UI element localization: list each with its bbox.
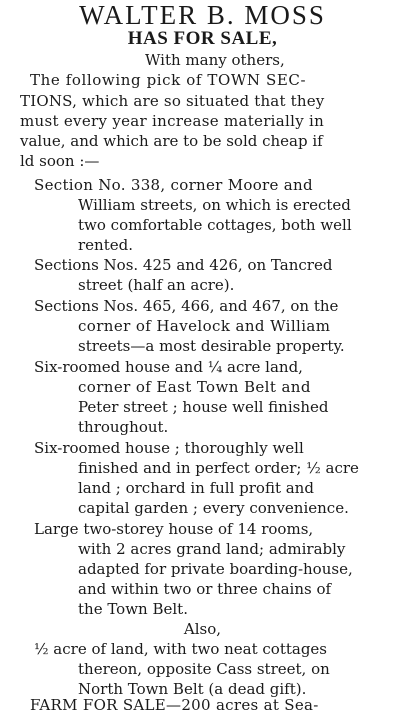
- listing-line: two comfortable cottages, both well: [78, 216, 352, 234]
- listing-line: Large two-storey house of 14 rooms,: [34, 520, 314, 538]
- listing-line: Sections Nos. 465, 466, and 467, on the: [34, 297, 339, 315]
- listing-line: North Town Belt (a dead gift).: [78, 680, 307, 698]
- listing-line: William streets, on which is erected: [78, 196, 351, 214]
- intro-line: TIONS, which are so situated that they: [20, 92, 325, 110]
- farm-for-sale-line: FARM FOR SALE—200 acres at Sea-: [30, 696, 319, 710]
- listing-line: Section No. 338, corner Moore and: [34, 176, 313, 194]
- intro-line: The following pick of TOWN SEC-: [30, 71, 307, 89]
- listing-line: throughout.: [78, 418, 169, 436]
- listing-line: the Town Belt.: [78, 600, 188, 618]
- listing-line: finished and in perfect order; ½ acre: [78, 459, 359, 477]
- listing-line: thereon, opposite Cass street, on: [78, 660, 330, 678]
- listing-line: and within two or three chains of: [78, 580, 332, 598]
- listing-line: streets—a most desirable property.: [78, 337, 345, 355]
- listing-line: Sections Nos. 425 and 426, on Tancred: [34, 256, 333, 274]
- listing-line: corner of Havelock and William: [78, 317, 331, 335]
- intro-line: With many others,: [145, 51, 285, 69]
- listing-line: with 2 acres grand land; admirably: [78, 540, 346, 558]
- listing-line: street (half an acre).: [78, 276, 235, 294]
- listing-line: ½ acre of land, with two neat cottages: [34, 640, 327, 658]
- ad-subtitle: HAS FOR SALE,: [127, 28, 278, 49]
- listing-line: Peter street ; house well finished: [78, 398, 329, 416]
- intro-line: value, and which are to be sold cheap if: [20, 132, 323, 150]
- also-heading: Also,: [183, 620, 222, 638]
- listing-line: adapted for private boarding-house,: [78, 560, 353, 578]
- listing-line: capital garden ; every convenience.: [78, 499, 349, 517]
- intro-line: must every year increase materially in: [20, 112, 325, 130]
- listing-line: land ; orchard in full profit and: [78, 479, 314, 497]
- listing-line: Six-roomed house ; thoroughly well: [34, 439, 304, 457]
- listing-line: corner of East Town Belt and: [78, 378, 311, 396]
- intro-line: ld soon :—: [20, 152, 100, 170]
- advertiser-name: WALTER B. MOSS: [79, 0, 326, 30]
- listing-line: rented.: [78, 236, 133, 254]
- listing-line: Six-roomed house and ¼ acre land,: [34, 358, 303, 376]
